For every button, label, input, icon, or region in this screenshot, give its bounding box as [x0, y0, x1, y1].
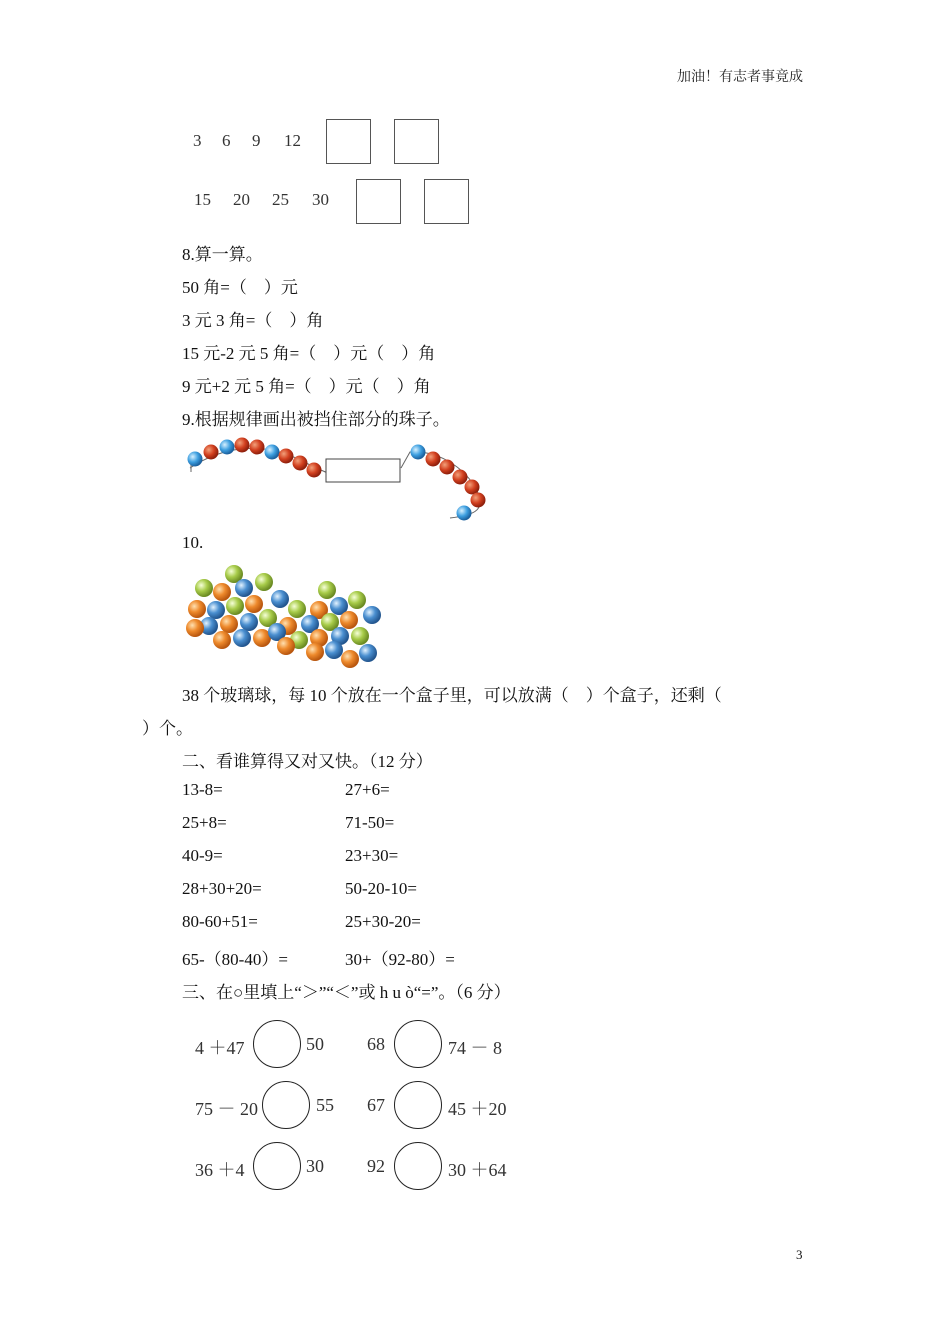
calculation-item: 71-50= — [345, 813, 395, 832]
marble — [213, 631, 231, 649]
calculation-item: 30+（92-80）= — [345, 950, 455, 969]
glass-marbles-figure — [182, 562, 387, 670]
comparison-left: 4 ＋47 — [195, 1038, 245, 1058]
sequence-number: 15 — [194, 190, 211, 209]
marble — [240, 613, 258, 631]
section-2-title: 二、看谁算得又对又快。（12 分） — [182, 752, 433, 771]
blue-bead — [220, 440, 235, 455]
sequence-number: 25 — [272, 190, 289, 209]
calculation-item: 25+30-20= — [345, 912, 421, 931]
q10-question-line-2: ）个。 — [142, 719, 193, 738]
q10-title: 10. — [182, 533, 204, 552]
answer-box[interactable] — [424, 179, 469, 224]
q8-line: 50 角=（ ）元 — [182, 278, 298, 297]
red-bead — [235, 438, 250, 453]
q8-line: 9 元+2 元 5 角=（ ）元（ ）角 — [182, 377, 431, 396]
sequence-number: 3 — [193, 131, 202, 150]
page-header: 加油！有志者事竟成 — [677, 70, 803, 85]
q8-title: 8.算一算。 — [182, 245, 263, 264]
marble — [363, 606, 381, 624]
marble — [195, 579, 213, 597]
q9-title: 9.根据规律画出被挡住部分的珠子。 — [182, 410, 450, 429]
marble — [277, 637, 295, 655]
calculation-item: 65-（80-40）= — [182, 950, 288, 969]
marble — [226, 597, 244, 615]
marble — [255, 573, 273, 591]
blue-bead — [457, 506, 472, 521]
sequence-number: 6 — [222, 131, 231, 150]
blue-bead — [188, 452, 203, 467]
marble — [207, 601, 225, 619]
marble — [341, 650, 359, 668]
calculation-item: 50-20-10= — [345, 879, 417, 898]
comparison-right: 50 — [306, 1034, 324, 1054]
marble — [245, 595, 263, 613]
bead-string-figure — [180, 430, 500, 530]
comparison-circle[interactable] — [262, 1081, 310, 1129]
sequence-number: 30 — [312, 190, 329, 209]
calculation-item: 23+30= — [345, 846, 399, 865]
red-bead — [250, 440, 265, 455]
marble — [220, 615, 238, 633]
red-bead — [426, 452, 441, 467]
answer-box[interactable] — [394, 119, 439, 164]
marble — [348, 591, 366, 609]
sequence-number: 20 — [233, 190, 250, 209]
red-bead — [440, 460, 455, 475]
comparison-right: 55 — [316, 1095, 334, 1115]
comparison-right: 45 ＋20 — [448, 1099, 507, 1119]
red-bead — [453, 470, 468, 485]
marble — [351, 627, 369, 645]
red-bead — [307, 463, 322, 478]
red-bead — [471, 493, 486, 508]
red-bead — [293, 456, 308, 471]
comparison-circle[interactable] — [253, 1020, 301, 1068]
page-number: 3 — [796, 1247, 803, 1262]
marble-pile — [186, 565, 381, 668]
comparison-left: 36 ＋4 — [195, 1160, 245, 1180]
hidden-beads-cover — [326, 459, 400, 482]
comparison-circle[interactable] — [394, 1020, 442, 1068]
calculation-item: 40-9= — [182, 846, 223, 865]
q8-line: 3 元 3 角=（ ）角 — [182, 311, 324, 330]
comparison-right: 30 — [306, 1156, 324, 1176]
comparison-left: 75 － 20 — [195, 1099, 258, 1119]
marble — [340, 611, 358, 629]
marble — [233, 629, 251, 647]
q8-line: 15 元-2 元 5 角=（ ）元（ ）角 — [182, 344, 436, 363]
blue-bead — [411, 445, 426, 460]
marble — [306, 643, 324, 661]
calculation-item: 28+30+20= — [182, 879, 262, 898]
red-bead — [204, 445, 219, 460]
red-bead — [465, 480, 480, 495]
q10-question-line-1: 38 个玻璃球，每 10 个放在一个盒子里，可以放满（ ）个盒子，还剩（ — [182, 686, 722, 705]
marble — [186, 619, 204, 637]
comparison-left: 68 — [367, 1034, 385, 1054]
comparison-right: 30 ＋64 — [448, 1160, 507, 1180]
comparison-circle[interactable] — [394, 1142, 442, 1190]
marble — [188, 600, 206, 618]
section-3-title: 三、在○里填上“＞”“＜”或 h u ò“=”。（6 分） — [182, 983, 511, 1002]
blue-bead — [265, 445, 280, 460]
marble — [325, 641, 343, 659]
answer-box[interactable] — [326, 119, 371, 164]
sequence-number: 9 — [252, 131, 261, 150]
marble — [288, 600, 306, 618]
comparison-circle[interactable] — [253, 1142, 301, 1190]
comparison-left: 67 — [367, 1095, 385, 1115]
answer-box[interactable] — [356, 179, 401, 224]
comparison-left: 92 — [367, 1156, 385, 1176]
calculation-item: 80-60+51= — [182, 912, 258, 931]
calculation-item: 27+6= — [345, 780, 390, 799]
marble — [271, 590, 289, 608]
red-bead — [279, 449, 294, 464]
marble — [213, 583, 231, 601]
sequence-number: 12 — [284, 131, 301, 150]
marble — [235, 579, 253, 597]
comparison-circle[interactable] — [394, 1081, 442, 1129]
marble — [359, 644, 377, 662]
marble — [318, 581, 336, 599]
calculation-item: 13-8= — [182, 780, 223, 799]
calculation-item: 25+8= — [182, 813, 227, 832]
comparison-right: 74 － 8 — [448, 1038, 502, 1058]
